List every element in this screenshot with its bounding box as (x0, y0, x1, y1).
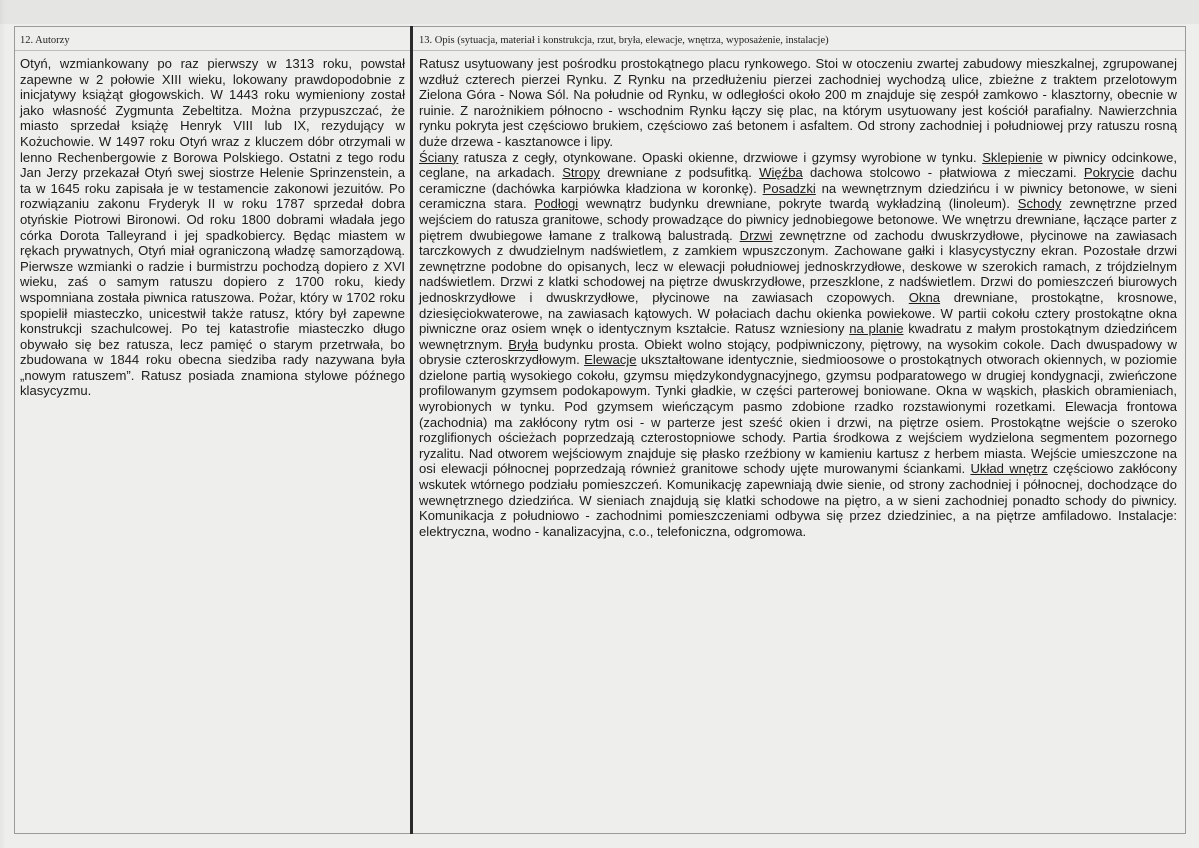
text-drzwi: zewnętrzne od zachodu dwuskrzydłowe, płycinowe na zawiasach tarczkowych z dwudzielnym nadświetlem, z zamkiem wpuszczonym. Zachowane gałki i klasycystyczny ekran. Pozostałe drzwi zewnętrzne podobne do opisanych, lecz w elewacji południowej jednoskrzydłowe, deskowe w szerokich ramach, z trójdzielnym nadświetlem. Drzwi z klatki schodowej na piętrze dwuskrzydłowe, przeszklone, z nadświetlem. Drzwi do pomieszczeń biurowych jednoskrzydłowe i dwuskrzydłowe, płycinowe na zawiasach czopowych. (419, 227, 1177, 305)
keyword-okna: Okna (908, 289, 941, 305)
text-sciany: ratusza z cegły, otynkowane. Opaski okienne, drzwiowe i gzymsy wyrobione w tynku. (458, 149, 983, 165)
text-schody: zewnętrzne przed wejściem do ratusza granitowe, schody prowadzące do piwnicy jednobiegowe betonowe. We wnętrzu drewniane, łączące parter z piętrem dwubiegowe łamane z tralkową balustradą. (419, 196, 1177, 243)
keyword-sciany: Ściany (419, 149, 459, 165)
keyword-wiezba: Więźba (759, 165, 803, 181)
keyword-bryla: Bryła (508, 336, 539, 352)
text-na-planie: kwadratu z małym prostokątnym dziedzińcem wewnętrznym. (419, 321, 1177, 352)
authors-paragraph: Otyń, wzmiankowany po raz pierwszy w 1313 roku, powstał zapewne w 2 połowie XIII wieku, lokowany prawdopodobnie z inicjatywy książąt głogowskich. W 1443 roku wymieniony został jako własność Zygmunta Zebeltitza. Można przypuszczać, że miasto sprzedał książę Henryk VIII lub IX, rezydujący w Kożuchowie. W 1497 roku Otyń wraz z kluczem dóbr otrzymali w lenno Rechenbergowie z Borowa Polskiego. Ostatni z tego rodu Jan Jerzy przekazał Otyń swej siostrze Helenie Sprinzenstein, a ta w 1645 roku zapisała je w testamencie zakonowi jezuitów. Po rozwiązaniu zakonu Fryderyk II w roku 1787 sprzedał dobra otyńskie Piotrowi Bironowi. Od roku 1800 dobrami władała jego córka Dorota Talleyrand i jej spadkobiercy. Będąc miastem w rękach prywatnych, Otyń miał ograniczoną władzę samorządową. Pierwsze wzmianki o radzie i burmistrzu pochodzą dopiero z XVI wieku, zaś o samym ratuszu dopiero z 1700 roku, kiedy wspomniana została piwnica ratuszowa. Pożar, który w 1702 roku spopielił miasteczko, unicestwił także ratusz, który był zapewne konstrukcji szachulcowej. Po tej katastrofie miasteczko długo obywało się bez ratusza, lecz pamięć o starym przetrwała, bo zbudowana w 1844 roku obecna siedziba rady nazywana była „nowym ratuszem”. Ratusz posiada znamiona stylowe późnego klasycyzmu. (20, 56, 405, 399)
text-wiezba: dachowa stolcowo - płatwiowa z mieczami. (802, 165, 1084, 181)
keyword-uklad-wnetrz: Układ wnętrz (970, 461, 1048, 477)
text-bryla: budynku prosta. Obiekt wolno stojący, podpiwniczony, piętrowy, na wysokim cokole. Dach dwuspadowy w obrysie czteroskrzydłowym. (419, 336, 1177, 368)
keyword-schody: Schody (1017, 196, 1062, 212)
text-elewacje: ukształtowane identycznie, siedmioosowe o prostokątnych otworach okiennych, w poziomie dzielone partią wysokiego cokołu, gzymsu międzykondygnacyjnego, gzymsu podparatowego w drugiej kondygnacji, zwieńczone profilowanym gzymsem podokapowym. Tynki gładkie, w części parterowej boniowane. Okna w wąskich, płaskich obramieniach, wyrobionych w tynku. Pod gzymsem wieńczącym pasmo zdobione rzadko rozstawionymi rozetkami. Elewacja frontowa (zachodnia) ma zakłócony rytm osi - w parterze jest sześć okien i drzwi, na piętrze osiem. Prostokątne wejście o szeroko rozglifionych ościeżach poprzedzają czterostopniowe schody. Partia środkowa z wejściem wydzielona segmentem pozornego ryzalitu. Nad otworem wejściowym znajduje się płasko rzeźbiony w kamieniu kartusz z herbem miasta. Wejście umieszczone na osi elewacji północnej poprzedzają również granitowe schody ujęte murowanymi ściankami. (419, 352, 1177, 477)
right-heading-rule (413, 50, 1185, 51)
keyword-na-planie: na planie (849, 321, 904, 337)
section-13-heading: 13. Opis (sytuacja, materiał i konstrukcja, rzut, bryła, elewacje, wnętrza, wyposażenie, instalacje) (419, 35, 829, 46)
keyword-sklepienie: Sklepienie (982, 149, 1043, 165)
text-okna: drewniane, prostokątne, krosnowe, dziesięciokwaterowe, na zawiasach kątowych. W połaciach dachu okienka powiekowe. W partii cokołu cztery prostokątne okna piwniczne oraz osiem wnęk o identycznym kształcie. Ratusz wzniesiony (419, 289, 1177, 337)
text-pokrycie: dachu ceramiczne (dachówka karpiówka kładziona w koronkę). (419, 165, 1177, 196)
text-sklepienie: w piwnicy odcinkowe, ceglane, na arkadach. (419, 149, 1178, 181)
authors-text-column (20, 56, 405, 399)
keyword-stropy: Stropy (562, 165, 601, 181)
scan-shadow-top (0, 0, 1199, 24)
left-heading-rule (15, 50, 410, 51)
description-text-column (419, 56, 1177, 539)
section-12-heading: 12. Autorzy (20, 35, 70, 46)
keyword-elewacje: Elewacje (584, 352, 637, 368)
text-stropy: drewniane z podsufitką. (600, 165, 760, 181)
text-uklad-wnetrz: częściowo zakłócony wskutek wtórnego podziału pomieszczeń. Komunikację zapewniają dwie sienie, od strony zachodniej i północnej, dochodzące do wewnętrznego dziedzińca. W sieniach znajdują się klatki schodowe na piętro, a w sieni zachodniej ponadto schody do piwnicy. Komunikacja z południowo - zachodnimi pomieszczeniami odbywa się przez dziedziniec, a na piętrze amfiladowo. Instalacje: elektryczna, wodno - kanalizacyjna, c.o., telefoniczna, odgromowa. (419, 461, 1177, 539)
keyword-drzwi: Drzwi (739, 227, 773, 243)
text-posadzki: na wewnętrznym dziedzińcu i w piwnicy betonowe, w sieni ceramiczna stara. (419, 180, 1177, 212)
keyword-posadzki: Posadzki (762, 180, 816, 196)
text-podlogi: wewnątrz budynku drewniane, pokryte twardą wykładziną (linoleum). (578, 196, 1018, 212)
keyword-podlogi: Podłogi (534, 196, 579, 212)
construction-paragraph (419, 150, 1177, 540)
situation-paragraph: Ratusz usytuowany jest pośrodku prostokątnego placu rynkowego. Stoi w otoczeniu zwartej zabudowy mieszkalnej, zgrupowanej wzdłuż czterech pierzei Rynku. Z Rynku na przedłużeniu pierzei zachodniej wychodzą ulice, zbieżne z traktem przelotowym Zielona Góra - Nowa Sól. Na południe od Rynku, w odległości około 200 m znajduje się zespół zamkowo - klasztorny, obecnie w ruinie. Z narożnikiem północno - wschodnim Rynku łączy się plac, na którym usytuowany jest kościół parafialny. Nawierzchnia rynku pokryta jest częściowo brukiem, częściowo zaś betonem i asfaltem. Od strony zachodniej i południowej przy ratuszu rosną duże drzewa - kasztanowce i lipy. (419, 56, 1177, 149)
column-divider (410, 26, 413, 834)
keyword-pokrycie: Pokrycie (1083, 165, 1135, 181)
